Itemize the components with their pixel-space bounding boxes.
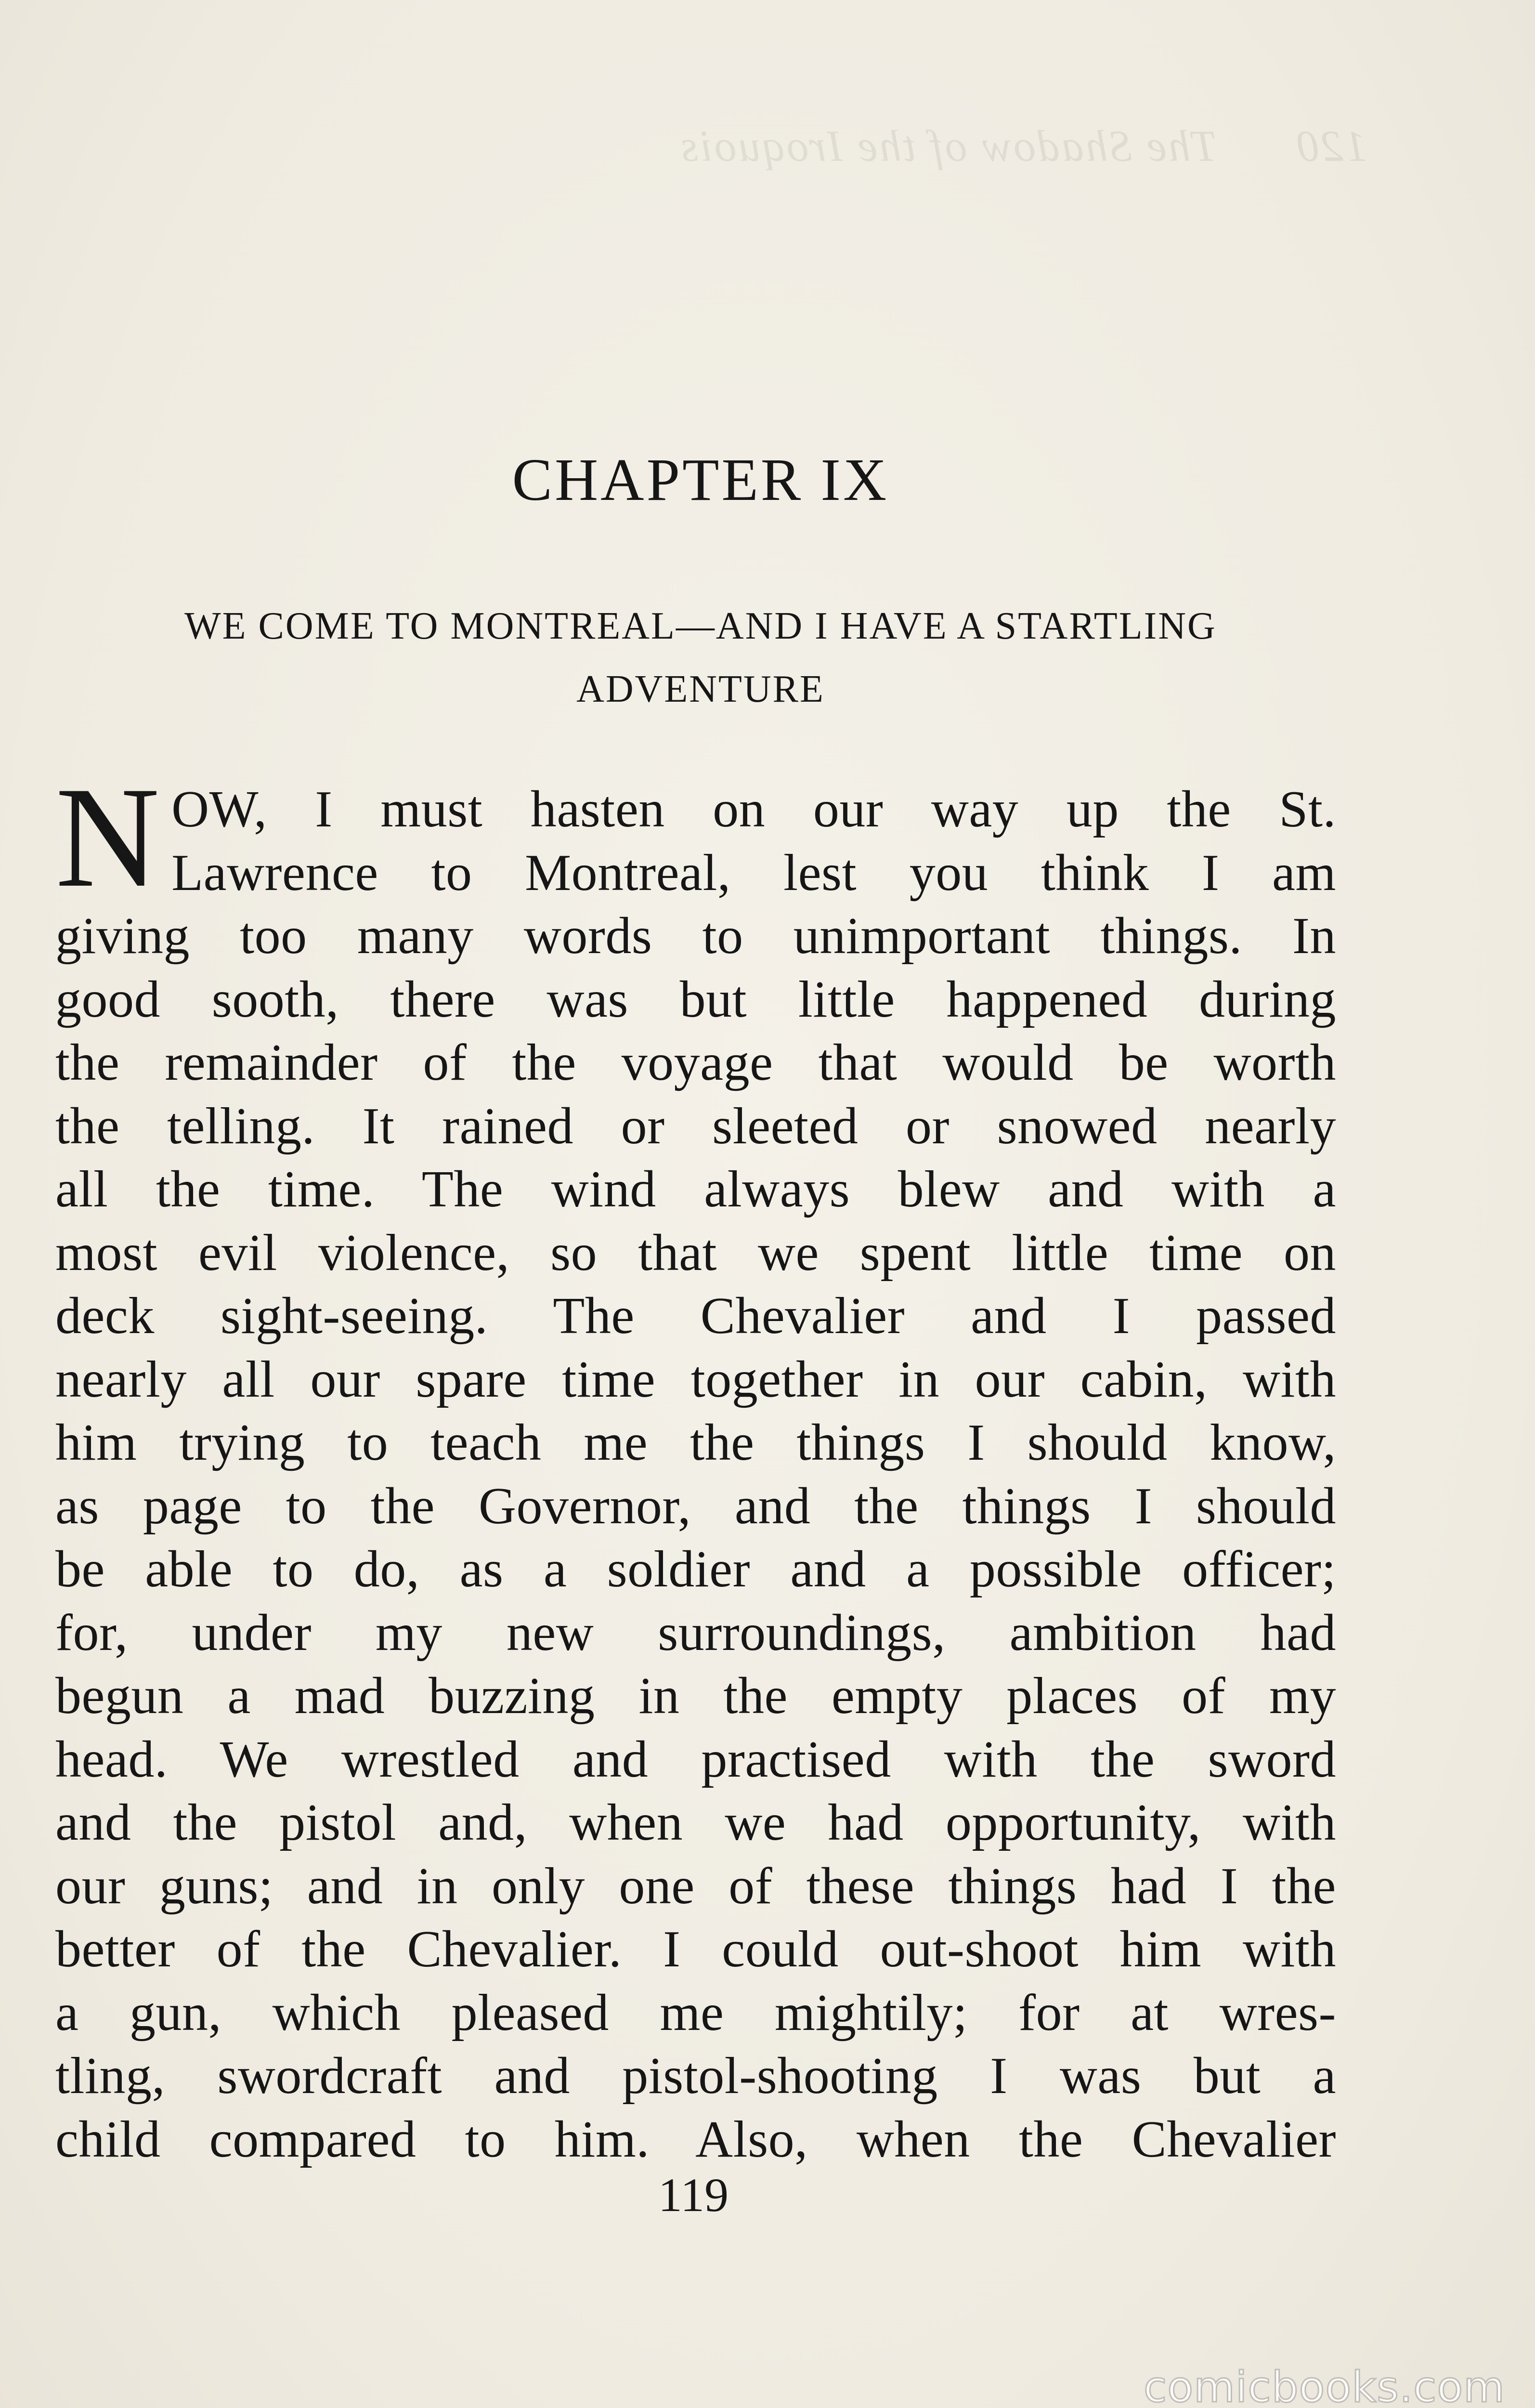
watermark-logo: comicbooks.com [1143, 2362, 1505, 2408]
text-line: begun a mad buzzing in the empty places of my [55, 1667, 1336, 1725]
text-line: be able to do, as a soldier and a possible officer; [55, 1541, 1336, 1598]
text-line: and the pistol and, when we had opportunity, with [55, 1794, 1336, 1851]
text-line: deck sight-seeing. The Chevalier and I passed [55, 1287, 1336, 1345]
text-line: good sooth, there was but little happened during [55, 970, 1336, 1028]
text-line: a gun, which pleased me mightily; for at wres- [55, 1984, 1336, 2042]
drop-cap: N [55, 757, 160, 917]
chapter-subtitle [53, 595, 1348, 721]
reverse-page-header [308, 120, 1367, 171]
text-line: the telling. It rained or sleeted or snowed nearly [55, 1097, 1336, 1155]
chapter-title: CHAPTER IX [512, 447, 889, 513]
body-text [55, 757, 1336, 2171]
text-line: Lawrence to Montreal, lest you think I am [171, 844, 1336, 902]
reverse-page-running-title: The Shadow of the Iroquois [679, 121, 1217, 170]
chapter-subtitle-line: WE COME TO MONTREAL—AND I HAVE A STARTLING [184, 605, 1217, 647]
text-line: OW, I must hasten on our way up the St. [171, 781, 1336, 838]
text-line: our guns; and in only one of these things had I the [55, 1857, 1336, 1915]
text-line: as page to the Governor, and the things I should [55, 1477, 1336, 1535]
text-line: the remainder of the voyage that would be worth [55, 1034, 1336, 1091]
chapter-subtitle-line: ADVENTURE [576, 668, 825, 710]
text-line: tling, swordcraft and pistol-shooting I was but a [55, 2047, 1336, 2105]
text-line: for, under my new surroundings, ambition had [55, 1604, 1336, 1662]
text-line: better of the Chevalier. I could out-shoot him with [55, 1921, 1336, 1978]
text-line: child compared to him. Also, when the Chevalier [55, 2110, 1336, 2168]
page-number: 119 [658, 2168, 729, 2222]
text-line: most evil violence, so that we spent little time on [55, 1224, 1336, 1282]
text-line: giving too many words to unimportant things. In [55, 907, 1336, 965]
text-line: all the time. The wind always blew and with a [55, 1161, 1336, 1218]
text-line: him trying to teach me the things I should know, [55, 1414, 1336, 1471]
text-line: nearly all our spare time together in our cabin, with [55, 1350, 1336, 1408]
reverse-page-number: 120 [1295, 121, 1367, 170]
text-line: head. We wrestled and practised with the sword [55, 1730, 1336, 1788]
